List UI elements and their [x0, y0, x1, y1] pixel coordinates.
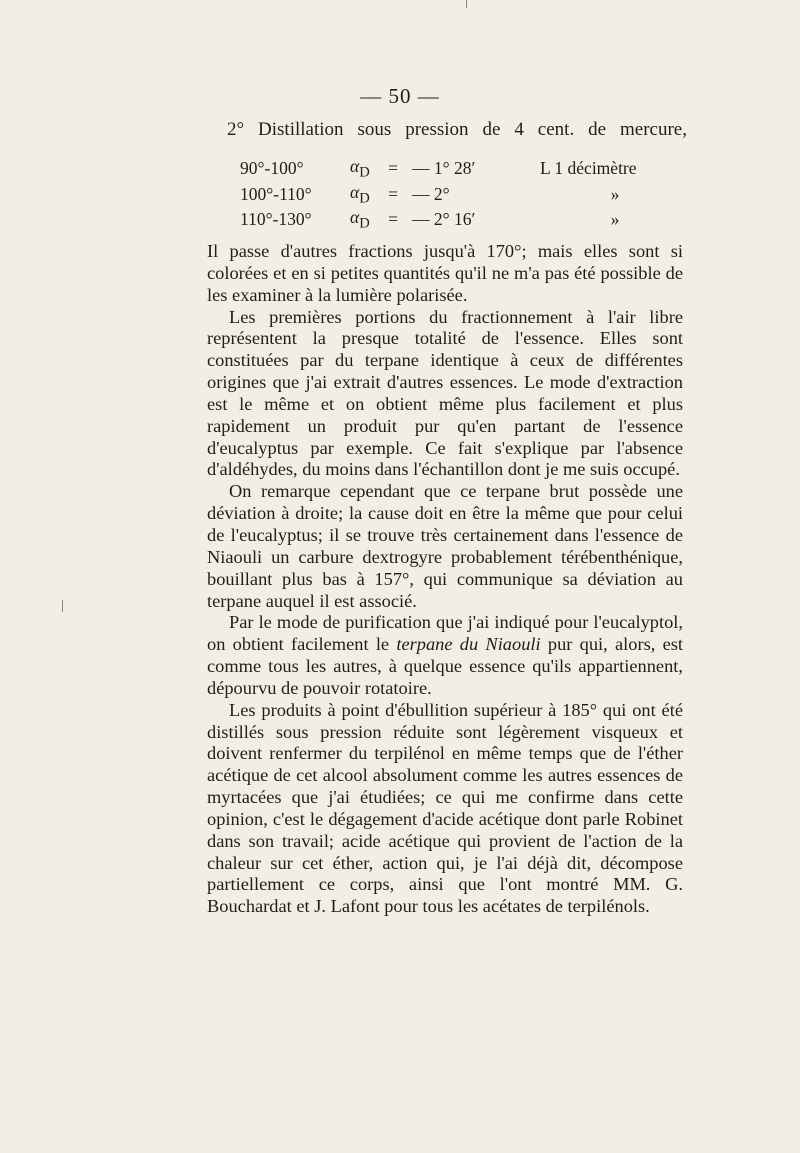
equals-sign: = [388, 183, 398, 204]
paragraph: Les premières portions du fractionnement à l'air libre représentent la presque totalité de l'essence. Elles sont constituées par du terpane identique à ceux de différentes origines que j'ai extrait d'autres essences. Le mode d'extraction est le même et on obtient même plus facilement et plus rapidement un produit pur qu'en partant de l'essence d'eucalyptus par exemple. Ce fait s'explique par l'absence d'aldéhydes, du moins dans l'échantillon dont je me suis occupé. [207, 306, 683, 480]
equals-sign: = [388, 158, 398, 179]
tube-length: L 1 décimètre [540, 158, 637, 179]
rotation-symbol: $\alpha_D$ [350, 207, 370, 232]
scan-mark [466, 0, 467, 8]
rotation-value: — 1° 28′ [412, 158, 476, 179]
paragraph: Il passe d'autres fractions jusqu'à 170°; mais elles sont si colorées et en si petites quantités qu'il ne m'a pas été possible de les examiner à la lumière polarisée. [207, 241, 683, 305]
paragraph: Les produits à point d'ébullition supérieur à 185° qui ont été distillés sous pression réduite sont légèrement visqueux et doivent renfermer du terpilénol en même temps que de l'éther acétique de cet alcool absolument comme les autres essences de myrtacées que j'ai étudiées; ce qui me confirme dans cette opinion, c'est le dégagement d'acide acétique dont parle Robinet dans son travail; acide acétique qui provient de l'action de la chaleur sur cet éther, action qui, je l'ai déjà dit, décompose partiellement ce corps, ainsi que l'ont montré MM. G. Bouchardat et J. Lafont pour tous les acétates de terpilénols. [207, 699, 683, 917]
rotation-value: — 2° [412, 183, 450, 204]
ditto-mark: » [610, 209, 620, 230]
rotation-symbol: $\alpha_D$ [350, 181, 370, 206]
table-row [240, 207, 690, 233]
table-row [240, 182, 690, 208]
rotation-value: — 2° 16′ [412, 209, 476, 230]
paragraph-text: Par le mode de purification que j'ai indiqué pour l'eucalyptol, on obtient facilement le [207, 612, 683, 655]
body-text [207, 241, 683, 918]
paragraph: On remarque cependant que ce terpane brut possède une déviation à droite; la cause doit en être la même que pour celui de l'eucalyptus; il se trouve très certainement dans l'essence de Niaouli un carbure dextrogyre probablement térébenthénique, bouillant plus bas à 157°, qui communique sa déviation au terpane auquel il est associé. [207, 481, 683, 611]
rotation-symbol: $\alpha_D$ [350, 156, 370, 181]
section-heading: 2° Distillation sous pression de 4 cent. de mercure, [227, 119, 687, 140]
paragraph [207, 612, 683, 699]
distillation-table [240, 156, 690, 233]
table-row [240, 156, 690, 182]
temperature-range: 110°-130° [240, 209, 312, 230]
italic-term: terpane du Niaouli [396, 634, 541, 655]
equals-sign: = [388, 209, 398, 230]
ditto-mark: » [610, 183, 620, 204]
temperature-range: 90°-100° [240, 158, 304, 179]
paragraph-text: pur qui, alors, est comme tous les autres, à quelque essence qu'ils appartiennent, dépourvu de pouvoir rotatoire. [207, 634, 684, 698]
page-number: — 50 — [360, 84, 440, 108]
temperature-range: 100°-110° [240, 183, 312, 204]
scan-mark [62, 600, 63, 612]
